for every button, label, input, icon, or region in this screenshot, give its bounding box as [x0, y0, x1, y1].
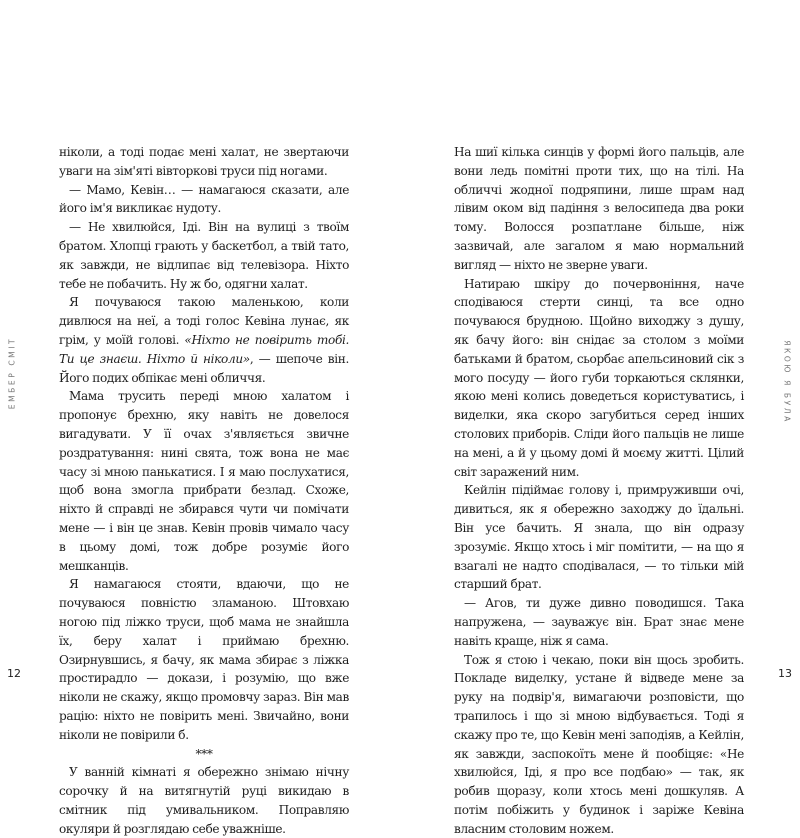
paragraph: Мама трусить переді мною халатом і пропонує брехню, яку навіть не довелося вигадувати. У її очах з'являється звичне роздратування: нині свята, тож вона не має часу зі мною панькатися. І я маю послухатися, щоб вона змогла прибрати безлад. Схоже, ніхто й справді не збирався чути чи помічати мене — і він це знав. Кевін провів чимало часу в цьому домі, тож добре розуміє його мешканців.: [59, 389, 349, 573]
italic-quote: «Ніхто не повірить тобі. Ти це знаєш. Ніхто й ніколи»: [59, 332, 349, 366]
paragraph: ніколи, а тоді подає мені халат, не звертаючи уваги на зім'яті вівторкові труси під ногами.: [59, 145, 349, 178]
paragraph: Кейлін підіймає голову і, примруживши очі, дивиться, як я обережно заходжу до їдальні. Він усе бачить. Я знала, що він одразу зрозуміє. Якщо хтось і міг помітити, — на що я взагалі не надто сподівалася, — то тільки мій старший брат.: [454, 483, 744, 592]
left-page: [0, 0, 400, 836]
page-number: 13: [778, 667, 792, 680]
paragraph: — Не хвилюйся, Іді. Він на вулиці з твоїм братом. Хлопці грають у баскетбол, а твій тато, як завжди, не відлипає від телевізора. Ніхто тебе не побачить. Ну ж бо, одягни халат.: [59, 220, 349, 291]
paragraph: [59, 293, 349, 387]
page-number: 12: [7, 667, 21, 680]
paragraph: — Мамо, Кевін… — намагаюся сказати, але його ім'я викликає нудоту.: [59, 182, 349, 216]
paragraph: У ванній кімнаті я обережно знімаю нічну сорочку й на витягнутій руці викидаю в смітник під умивальником. Поправляю окуляри й розглядаю себе уважніше.: [59, 765, 349, 836]
paragraph: Тож я стою і чекаю, поки він щось зробить. Покладе виделку, устане й відведе мене за руку на подвір'я, вимагаючи розповісти, що трапилось і що зі мною відбувається. Тоді я скажу про те, що Кевін мені заподіяв, а Кейлін, як завжди, заспокоїть мене й пообіцяє: «Не хвилюйся, Іді, я про все подбаю» — так, як робив щоразу, коли хтось мені дошкуляв. А потім побіжить у будинок і заріже Кевіна власним столовим ножем.: [454, 652, 744, 836]
paragraph: На шиї кілька синців у формі його пальців, але вони ледь помітні проти тих, що на тілі. На обличчі жодної подряпини, лише шрам над лівим оком від падіння з велосипеда два роки тому. Волосся розпатлане більше, ніж зазвичай, але загалом я маю нормальний вигляд — ніхто не зверне уваги.: [454, 145, 744, 272]
running-header-author: ЕМБЕР СМІТ: [7, 336, 17, 410]
running-header-title: ЯКОЮ Я БУЛА: [782, 340, 792, 424]
left-page-body: [59, 143, 349, 838]
paragraph-text: Я почуваюся такою маленькою, коли дивлюся на неї, а тоді голос Кевіна лунає, як грім, у моїй голові.: [59, 295, 349, 347]
right-page: [400, 0, 800, 836]
right-page-body: [454, 143, 744, 838]
paragraph: Натираю шкіру до почервоніння, наче сподіваюся стерти синці, та все одно почуваюся брудною. Щойно виходжу з душу, як бачу його: він снідає за столом з моїми батьками й братом, сьорбає апельсиновий сік з мого посуду — його губи торкаються склянки, якою мені колись доведеться користуватись, і виделки, яка скоро загубиться серед інших столових приборів. Сліди його пальців не лише на мені, а й у цьому домі й моєму житті. Цілий світ заражений ним.: [454, 276, 744, 479]
paragraph: Я намагаюся стояти, вдаючи, що не почуваюся повністю зламаною. Штовхаю ногою під ліжко труси, щоб мама не знайшла їх, беру халат і приймаю брехню. Озирнувшись, я бачу, як мама збирає з ліжка простирадло — докази, і розумію, що вже ніколи не скажу, якщо промовчу зараз. Він мав рацію: ніхто не повірить мені. Звичайно, вони ніколи не повірили б.: [59, 577, 349, 742]
section-break: ***: [195, 746, 213, 761]
paragraph: — Агов, ти дуже дивно поводишся. Така напружена, — зауважує він. Брат знає мене навіть краще, ніж я сама.: [454, 596, 744, 648]
paragraph-text: , — шепоче він. Його подих обпікає мені обличчя.: [59, 351, 349, 385]
